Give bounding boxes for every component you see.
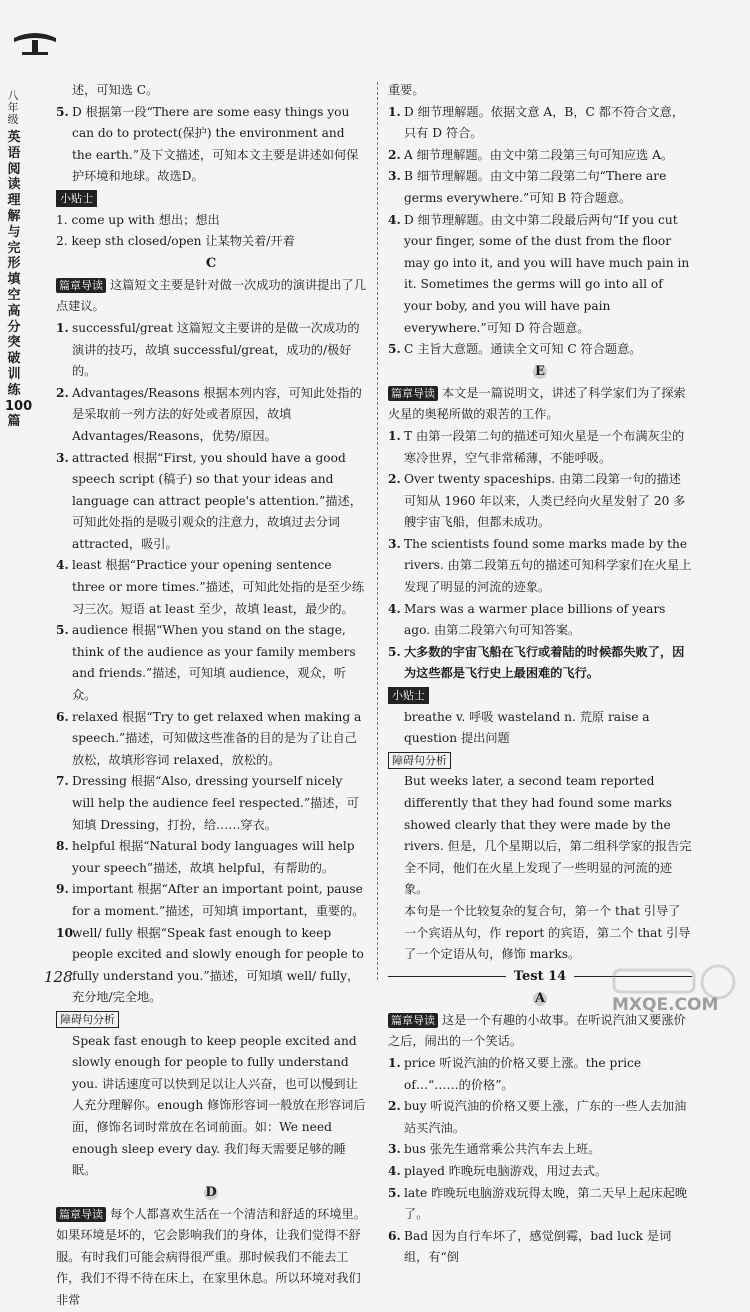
answer-item (388, 426, 692, 469)
tip-tag: 小贴士 (388, 687, 429, 704)
answer-item (388, 1053, 692, 1096)
answer-item (56, 318, 366, 383)
guide-tag: 篇章导读 (56, 1207, 106, 1222)
item-number: 7. (56, 774, 69, 789)
answer-item (56, 707, 366, 772)
answer-item (388, 102, 692, 145)
answer-item (56, 620, 366, 706)
analysis-text: But weeks later, a second team reported differently that they had found some marks showed clearly that they were made by the rivers. 但是，几个星期以后，第二组科学家的报告完全不同，他们在火星上发现了一些明显的河流的迹象。 (404, 774, 692, 897)
item-text: successful/great 这篇短文主要讲的是做一次成功的演讲的技巧，故填 successful/great，成功的/极好的。 (72, 320, 360, 379)
side-strip (0, 30, 33, 750)
item-number: 6. (56, 709, 69, 724)
item-text: B 细节理解题。由文中第二段第二句“There are germs everywhere.”可知 B 符合题意。 (404, 169, 667, 205)
item-text: D 细节理解题。由文中第二段最后两句“If you cut your finger, some of the dust from the floor may go into it, and you will have much pain in it. Sometimes the germs will go into all of your boby, and you will have pain everywhere.”可知 D 符合题意。 (404, 212, 690, 335)
item-text: C 主旨大意题。通读全文可知 C 符合题意。 (404, 342, 642, 357)
answer-item (388, 599, 692, 642)
guide-text: 每个人都喜欢生活在一个清洁和舒适的环境里。如果环境是坏的，它会影响我们的身体，让我们觉得不舒服。有时我们可能会病得很严重。那时候我们不能去工作，我们不得不待在床上，在家里休息。所以环境对我们非常 (56, 1206, 366, 1308)
item-text: important 根据“After an important point, pause for a moment.”描述，可知填 important，重要的。 (72, 882, 365, 918)
answer-item (388, 642, 692, 685)
answer-item (388, 1183, 692, 1226)
section-letter-e (388, 361, 692, 383)
item-number: 4. (388, 1163, 401, 1178)
section-letter: C (205, 255, 217, 271)
item-text: Advantages/Reasons 根据本列内容，可知此处指的是采取前一列方法的好处或者原因，故填 Advantages/Reasons，优势/原因。 (72, 385, 362, 443)
analysis-text: 本句是一个比较复杂的复合句，第一个 that 引导了一个宾语从句，作 report 的宾语，第二个 that 引导了一个定语从句，修饰 marks。 (404, 903, 691, 962)
analysis-tag: 障碍句分析 (56, 1011, 119, 1028)
item-text: Bad 因为自行车坏了，感觉倒霉，bad luck 是词组，有“倒 (404, 1228, 672, 1265)
tip-line: 1. come up with 想出；想出 (56, 212, 220, 227)
item-number: 5. (388, 644, 401, 659)
item-number: 2. (388, 472, 401, 487)
analysis-heading (388, 750, 692, 772)
item-number: 2. (388, 1099, 401, 1114)
item-text: bus 张先生通常乘公共汽车去上班。 (404, 1142, 601, 1157)
guide-paragraph (56, 1204, 366, 1312)
test-title: Test 14 (513, 968, 567, 984)
answer-item (388, 210, 692, 340)
answer-item (388, 339, 692, 361)
item-text: well/ fully 根据“Speak fast enough to keep people excited and slowly enough for people to fully understand you.”描述，可知填 well/ fully，充分地/完全地。 (72, 925, 364, 1005)
guide-text: 这是一个有趣的小故事。在听说汽油又要涨价之后，闹出的一个笑话。 (388, 1012, 686, 1049)
answer-item (56, 102, 366, 188)
item-text: Dressing 根据“Also, dressing yourself nicely will help the audience feel respected.”描述，可知填 Dressing，打扮，给……穿衣。 (72, 774, 359, 832)
tip-line: 2. keep sth closed/open 让某物关着/开着 (56, 234, 295, 249)
section-letter-c (56, 253, 366, 275)
item-text: D 细节理解题。依据文意 A，B，C 都不符合文意，只有 D 符合。 (404, 104, 685, 141)
item-text: price 听说汽油的价格又要上涨。the price of…“……的价格”。 (404, 1055, 642, 1092)
answer-item (388, 1161, 692, 1183)
guide-paragraph (56, 275, 366, 318)
item-number: 2. (56, 385, 69, 400)
answer-item (388, 1096, 692, 1139)
answer-item (56, 383, 366, 448)
text-line: 述，可知选 C。 (72, 83, 159, 97)
item-text: Mars was a warmer place billions of years ago. 由第二段第六句可知答案。 (404, 601, 666, 638)
item-text: attracted 根据“First, you should have a good speech script (稿子) so that your ideas and language can attract people's attention.”描述，可知此处指的是吸引观众的注意力，故填过去分词 attracted，吸引。 (72, 450, 362, 551)
answer-item (56, 836, 366, 879)
item-number: 5. (388, 1185, 401, 1200)
answer-item (388, 1139, 692, 1161)
item-number: 5. (388, 342, 401, 357)
item-text: D 根据第一段“There are some easy things you can do to protect(保护) the environment and the earth.”及下文描述，可知本文主要是讲述如何保护环境和地球。故选D。 (72, 104, 359, 184)
tip-heading (388, 685, 692, 707)
item-text: Over twenty spaceships. 由第二段第一句的描述可知从 1960 年以来，人类已经向火星发射了 20 多艘宇宙飞船，但都未成功。 (404, 472, 686, 530)
item-number: 1. (388, 428, 401, 443)
tip-tag: 小贴士 (56, 190, 97, 207)
item-number: 10. (56, 925, 78, 940)
column-divider (377, 82, 378, 980)
text-line: 重要。 (388, 83, 425, 97)
analysis-text: Speak fast enough to keep people excited and slowly enough for people to fully understand you. 讲话速度可以快到足以让人兴奋，也可以慢到让人充分理解你。enough 修饰形容词一般放在形容词后面，修饰名词时常放在名词前面。如：We need enough sleep every day. 我们每天需要足够的睡眠。 (72, 1033, 366, 1178)
answer-item (56, 879, 366, 922)
item-number: 3. (388, 1142, 401, 1157)
section-letter-d (56, 1182, 366, 1204)
item-number: 2. (388, 147, 401, 162)
item-number: 3. (388, 536, 401, 551)
item-number: 8. (56, 839, 69, 854)
section-letter: A (534, 990, 546, 1006)
item-number: 4. (388, 212, 401, 227)
answer-item (388, 166, 692, 209)
analysis-tag: 障碍句分析 (388, 752, 451, 769)
item-number: 1. (388, 104, 401, 119)
rule-left (388, 976, 506, 977)
item-text: played 昨晚玩电脑游戏，用过去式。 (404, 1163, 608, 1178)
item-text: A 细节理解题。由文中第二段第三句可知应选 A。 (404, 147, 674, 162)
tip-heading (56, 188, 366, 210)
item-number: 5. (56, 623, 69, 638)
item-text: helpful 根据“Natural body languages will help your speech”描述，故填 helpful，有帮助的。 (72, 839, 355, 875)
guide-tag: 篇章导读 (56, 278, 106, 293)
page-number: 128 (44, 968, 73, 986)
section-letter: E (533, 365, 547, 379)
item-number: 3. (56, 450, 69, 465)
item-text: relaxed 根据“Try to get relaxed when making a speech.”描述，可知做这些准备的目的是为了让自己放松，故填形容词 relaxed，放松的。 (72, 709, 362, 767)
item-text: buy 听说汽油的价格又要上涨，广东的一些人去加油站买汽油。 (404, 1099, 687, 1135)
item-text: late 昨晚玩电脑游戏玩得太晚，第二天早上起床起晚了。 (404, 1185, 688, 1222)
answer-item (388, 145, 692, 167)
guide-tag: 篇章导读 (388, 1013, 438, 1028)
analysis-heading (56, 1009, 366, 1031)
section-letter: D (205, 1184, 217, 1200)
guide-paragraph (388, 383, 692, 426)
item-text: 大多数的宇宙飞船在飞行或着陆的时候都失败了，因为这些都是飞行史上最困难的飞行。 (404, 644, 685, 681)
item-number: 1. (388, 1055, 401, 1070)
item-text: T 由第一段第二句的描述可知火星是一个布满灰尘的寒冷世界，空气非常稀薄，不能呼吸。 (404, 428, 685, 465)
item-number: 3. (388, 169, 401, 184)
tip-line: breathe v. 呼吸 wasteland n. 荒原 raise a question 提出问题 (404, 709, 650, 746)
left-column (56, 80, 366, 1312)
item-number: 1. (56, 320, 69, 335)
right-column (388, 80, 692, 1269)
answer-item (56, 771, 366, 836)
item-text: least 根据“Practice your opening sentence three or more times.”描述，可知此处指的是至少练习三次。短语 at least 至少，故填 least，最少的。 (72, 558, 365, 616)
answer-item (388, 534, 692, 599)
grade-label: 八年级 (7, 89, 19, 126)
watermark-text: MXQE.COM (612, 995, 719, 1015)
guide-text: 本文是一篇说明文，讲述了科学家们为了探索火星的奥秘所做的艰苦的工作。 (388, 385, 686, 422)
item-number: 9. (56, 882, 69, 897)
item-text: audience 根据“When you stand on the stage, think of the audience as your family members and friends.”描述，可知填 audience，观众，听众。 (72, 623, 356, 703)
item-number: 4. (56, 558, 69, 573)
answer-item (56, 923, 366, 1009)
guide-text: 这篇短文主要是针对做一次成功的演讲提出了几点建议。 (56, 277, 366, 314)
answer-item (56, 555, 366, 620)
item-number: 4. (388, 601, 401, 616)
item-number: 6. (388, 1228, 401, 1243)
answer-item (388, 1226, 692, 1269)
item-text: The scientists found some marks made by the rivers. 由第二段第五句的描述可知科学家们在火星上发现了明显的河流的迹象。 (404, 536, 692, 595)
answer-item (388, 469, 692, 534)
answer-item (56, 448, 366, 556)
series-title: 英语阅读理解与完形填空高分突破训练100篇 (5, 130, 33, 430)
guide-tag: 篇章导读 (388, 386, 438, 401)
item-number: 5. (56, 104, 69, 119)
